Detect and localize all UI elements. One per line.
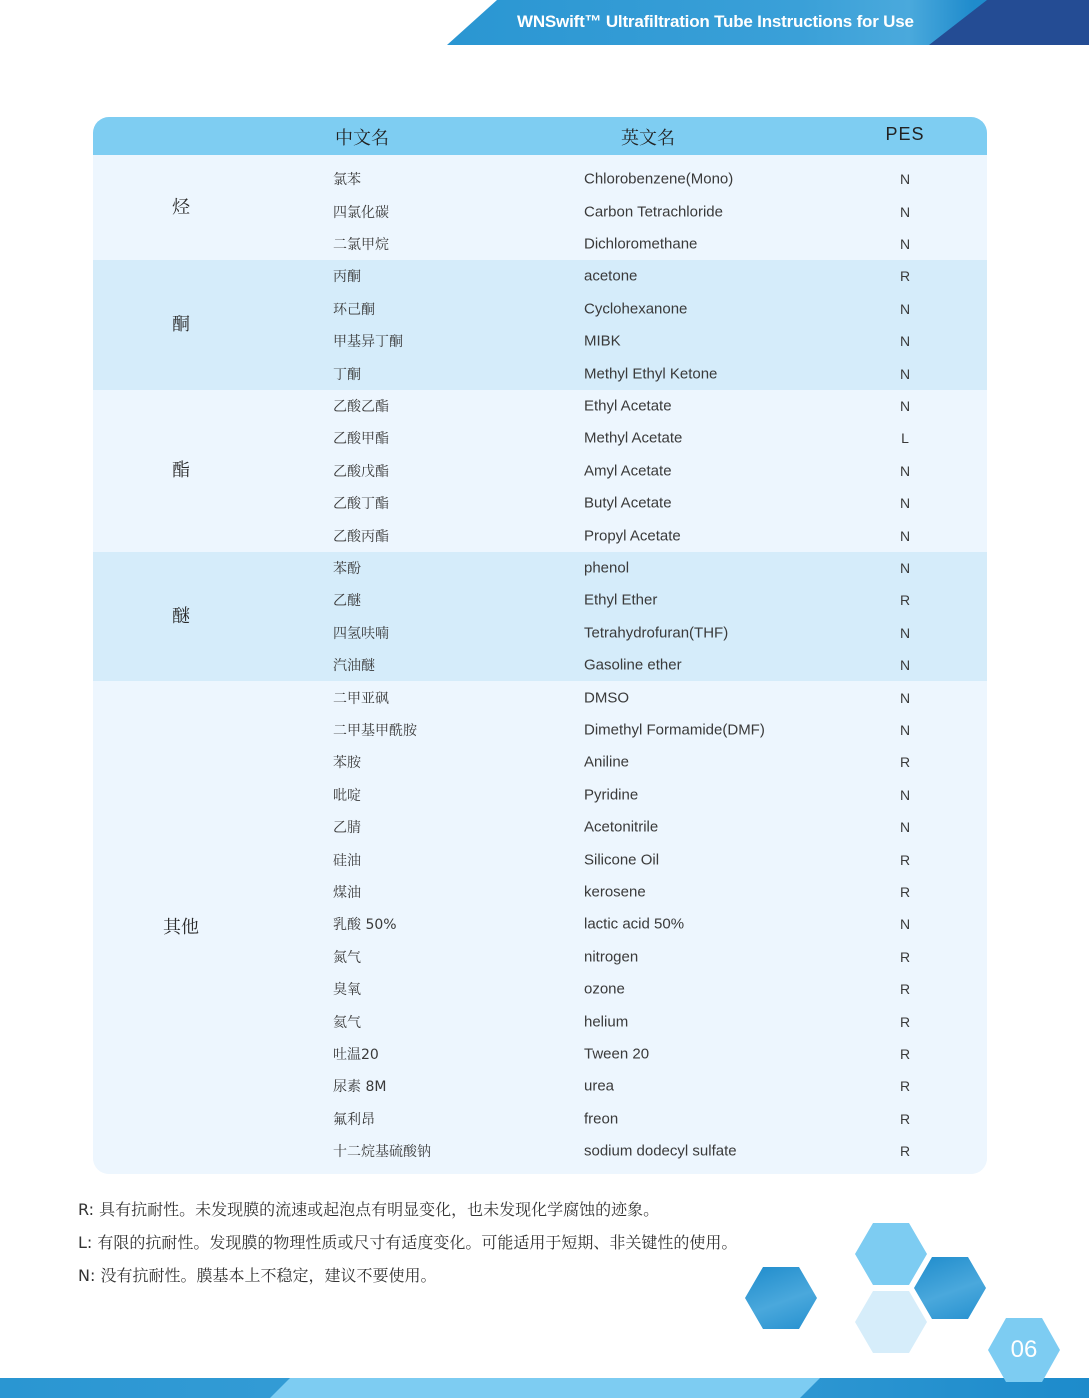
- table-row: [93, 1103, 987, 1135]
- category-label: 烃: [172, 196, 190, 218]
- pes-rating-cell: R: [899, 1013, 911, 1030]
- chinese-name-cell: 苯酚: [333, 560, 361, 577]
- category-label: 其他: [163, 917, 199, 939]
- table-row: [93, 584, 987, 616]
- english-name-cell: nitrogen: [584, 948, 639, 966]
- english-name-cell: Amyl Acetate: [584, 462, 672, 480]
- table-row: [93, 779, 987, 811]
- table-row: [93, 519, 987, 551]
- english-name-cell: helium: [584, 1013, 629, 1031]
- pes-rating-cell: N: [899, 624, 911, 641]
- chinese-name-cell: 四氢呋喃: [333, 625, 389, 642]
- table-row: [93, 649, 987, 681]
- table-row: [93, 455, 987, 487]
- pes-rating-cell: L: [901, 430, 909, 447]
- document-title: WNSwift™ Ultrafiltration Tube Instructions for Use: [517, 12, 914, 31]
- english-name-cell: Dichloromethane: [584, 235, 698, 253]
- table-row: [93, 293, 987, 325]
- table-row: [93, 260, 987, 292]
- chinese-name-cell: 苯胺: [333, 755, 361, 772]
- english-name-cell: ozone: [584, 980, 625, 998]
- pes-rating-cell: R: [899, 1143, 911, 1160]
- english-name-cell: MIBK: [584, 332, 621, 350]
- chinese-name-cell: 乙酸戊酯: [333, 463, 389, 480]
- english-name-cell: kerosene: [584, 883, 646, 901]
- category-label: 酯: [172, 459, 190, 481]
- chinese-name-cell: 氯苯: [333, 172, 361, 189]
- chinese-name-cell: 氮气: [333, 949, 361, 966]
- table-row: [93, 228, 987, 260]
- chinese-name-cell: 二氯甲烷: [333, 236, 389, 253]
- chemical-compatibility-table: [93, 117, 987, 1174]
- table-row: [93, 163, 987, 195]
- english-name-cell: Tween 20: [584, 1045, 650, 1063]
- chinese-name-cell: 乙酸乙酯: [333, 398, 389, 415]
- pes-rating-cell: N: [899, 462, 911, 479]
- chinese-name-cell: 乙酸丁酯: [333, 496, 389, 513]
- english-name-cell: urea: [584, 1077, 615, 1095]
- table-row: [93, 973, 987, 1005]
- chinese-name-cell: 甲基异丁酮: [333, 334, 403, 351]
- decorative-hexagon-icon: [855, 1291, 927, 1353]
- table-row: [93, 357, 987, 389]
- pes-rating-cell: R: [899, 754, 911, 771]
- chinese-name-cell: 环己酮: [333, 301, 375, 318]
- english-name-cell: freon: [584, 1110, 619, 1128]
- header-banner: [447, 0, 1089, 45]
- pes-rating-cell: R: [899, 883, 911, 900]
- english-name-cell: Tetrahydrofuran(THF): [584, 624, 729, 642]
- table-header: [93, 117, 987, 155]
- note-r: R: 具有抗耐性。未发现膜的流速或起泡点有明显变化，也未发现化学腐蚀的迹象。: [78, 1200, 660, 1219]
- chinese-name-cell: 丁酮: [333, 366, 361, 383]
- english-name-cell: Silicone Oil: [584, 851, 660, 869]
- column-header-chinese-name: 中文名: [335, 128, 389, 149]
- table-row: [93, 617, 987, 649]
- chinese-name-cell: 二甲基甲酰胺: [333, 722, 417, 739]
- pes-rating-cell: N: [899, 689, 911, 706]
- english-name-cell: Aniline: [584, 753, 630, 771]
- english-name-cell: Pyridine: [584, 786, 639, 804]
- category-label: 醚: [172, 605, 190, 627]
- english-name-cell: Acetonitrile: [584, 818, 659, 836]
- english-name-cell: Ethyl Acetate: [584, 397, 672, 415]
- english-name-cell: DMSO: [584, 689, 629, 707]
- category-group: [93, 681, 987, 1174]
- chinese-name-cell: 汽油醚: [333, 658, 375, 675]
- chinese-name-cell: 乙醚: [333, 593, 361, 610]
- english-name-cell: Methyl Acetate: [584, 429, 683, 447]
- category-group: [93, 155, 987, 260]
- chinese-name-cell: 吡啶: [333, 787, 361, 804]
- pes-rating-cell: R: [899, 592, 911, 609]
- pes-rating-cell: N: [899, 300, 911, 317]
- pes-rating-cell: N: [899, 495, 911, 512]
- chinese-name-cell: 丙酮: [333, 269, 361, 286]
- english-name-cell: Dimethyl Formamide(DMF): [584, 721, 765, 739]
- legend-notes: [78, 1198, 737, 1297]
- english-name-cell: Methyl Ethyl Ketone: [584, 365, 718, 383]
- pes-rating-cell: N: [899, 721, 911, 738]
- chinese-name-cell: 四氯化碳: [333, 204, 389, 221]
- table-row: [93, 714, 987, 746]
- table-row: [93, 325, 987, 357]
- english-name-cell: acetone: [584, 267, 638, 285]
- english-name-cell: Cyclohexanone: [584, 300, 688, 318]
- table-row: [93, 811, 987, 843]
- pes-rating-cell: R: [899, 981, 911, 998]
- chinese-name-cell: 乙腈: [333, 820, 361, 837]
- english-name-cell: sodium dodecyl sulfate: [584, 1142, 737, 1160]
- pes-rating-cell: R: [899, 1078, 911, 1095]
- pes-rating-cell: N: [899, 527, 911, 544]
- table-row: [93, 195, 987, 227]
- english-name-cell: Propyl Acetate: [584, 527, 681, 545]
- chinese-name-cell: 乙酸甲酯: [333, 431, 389, 448]
- column-header-english-name: 英文名: [621, 128, 675, 149]
- pes-rating-cell: N: [899, 235, 911, 252]
- chinese-name-cell: 尿素 8M: [333, 1079, 387, 1096]
- english-name-cell: lactic acid 50%: [584, 915, 685, 933]
- pes-rating-cell: R: [899, 268, 911, 285]
- footer-bar: [0, 1378, 1089, 1398]
- category-group: [93, 390, 987, 552]
- pes-rating-cell: N: [899, 203, 911, 220]
- pes-rating-cell: N: [899, 397, 911, 414]
- english-name-cell: Butyl Acetate: [584, 494, 672, 512]
- pes-rating-cell: N: [899, 333, 911, 350]
- decorative-hexagon-icon: [855, 1223, 927, 1285]
- chinese-name-cell: 臭氧: [333, 982, 361, 999]
- table-row: [93, 908, 987, 940]
- chinese-name-cell: 硅油: [333, 852, 361, 869]
- footer-light-band: [270, 1378, 820, 1398]
- decorative-hexagon-icon: [745, 1267, 817, 1329]
- category-label: 酮: [172, 313, 190, 335]
- pes-rating-cell: N: [899, 916, 911, 933]
- category-group: [93, 260, 987, 390]
- english-name-cell: Gasoline ether: [584, 656, 682, 674]
- table-row: [93, 843, 987, 875]
- table-row: [93, 552, 987, 584]
- pes-rating-cell: R: [899, 851, 911, 868]
- category-group: [93, 552, 987, 682]
- table-row: [93, 422, 987, 454]
- table-row: [93, 487, 987, 519]
- pes-rating-cell: N: [899, 171, 911, 188]
- table-row: [93, 390, 987, 422]
- column-header-pes: PES: [885, 124, 925, 144]
- table-row: [93, 941, 987, 973]
- table-row: [93, 1135, 987, 1167]
- table-row: [93, 1005, 987, 1037]
- pes-rating-cell: N: [899, 365, 911, 382]
- chinese-name-cell: 煤油: [333, 884, 361, 901]
- table-row: [93, 746, 987, 778]
- pes-rating-cell: N: [899, 819, 911, 836]
- table-row: [93, 1038, 987, 1070]
- note-n: N: 没有抗耐性。膜基本上不稳定，建议不要使用。: [78, 1266, 437, 1285]
- table-row: [93, 681, 987, 713]
- chinese-name-cell: 氟利昂: [333, 1111, 375, 1128]
- chinese-name-cell: 二甲亚砜: [333, 690, 389, 707]
- chinese-name-cell: 吐温20: [333, 1046, 379, 1063]
- table-row: [93, 1070, 987, 1102]
- pes-rating-cell: R: [899, 1045, 911, 1062]
- chinese-name-cell: 十二烷基硫酸钠: [333, 1144, 431, 1161]
- page-number: 06: [1010, 1336, 1038, 1363]
- english-name-cell: Chlorobenzene(Mono): [584, 170, 734, 188]
- english-name-cell: Ethyl Ether: [584, 591, 658, 609]
- decorative-hexagon-icon: [914, 1257, 986, 1319]
- english-name-cell: phenol: [584, 559, 630, 577]
- pes-rating-cell: N: [899, 559, 911, 576]
- table-row: [93, 876, 987, 908]
- pes-rating-cell: R: [899, 948, 911, 965]
- chinese-name-cell: 乳酸 50%: [333, 917, 397, 934]
- pes-rating-cell: N: [899, 657, 911, 674]
- chinese-name-cell: 氦气: [333, 1014, 361, 1031]
- chinese-name-cell: 乙酸丙酯: [333, 528, 389, 545]
- english-name-cell: Carbon Tetrachloride: [584, 203, 723, 221]
- pes-rating-cell: R: [899, 1110, 911, 1127]
- pes-rating-cell: N: [899, 786, 911, 803]
- note-l: L: 有限的抗耐性。发现膜的物理性质或尺寸有适度变化。可能适用于短期、非关键性的使用。: [78, 1233, 738, 1252]
